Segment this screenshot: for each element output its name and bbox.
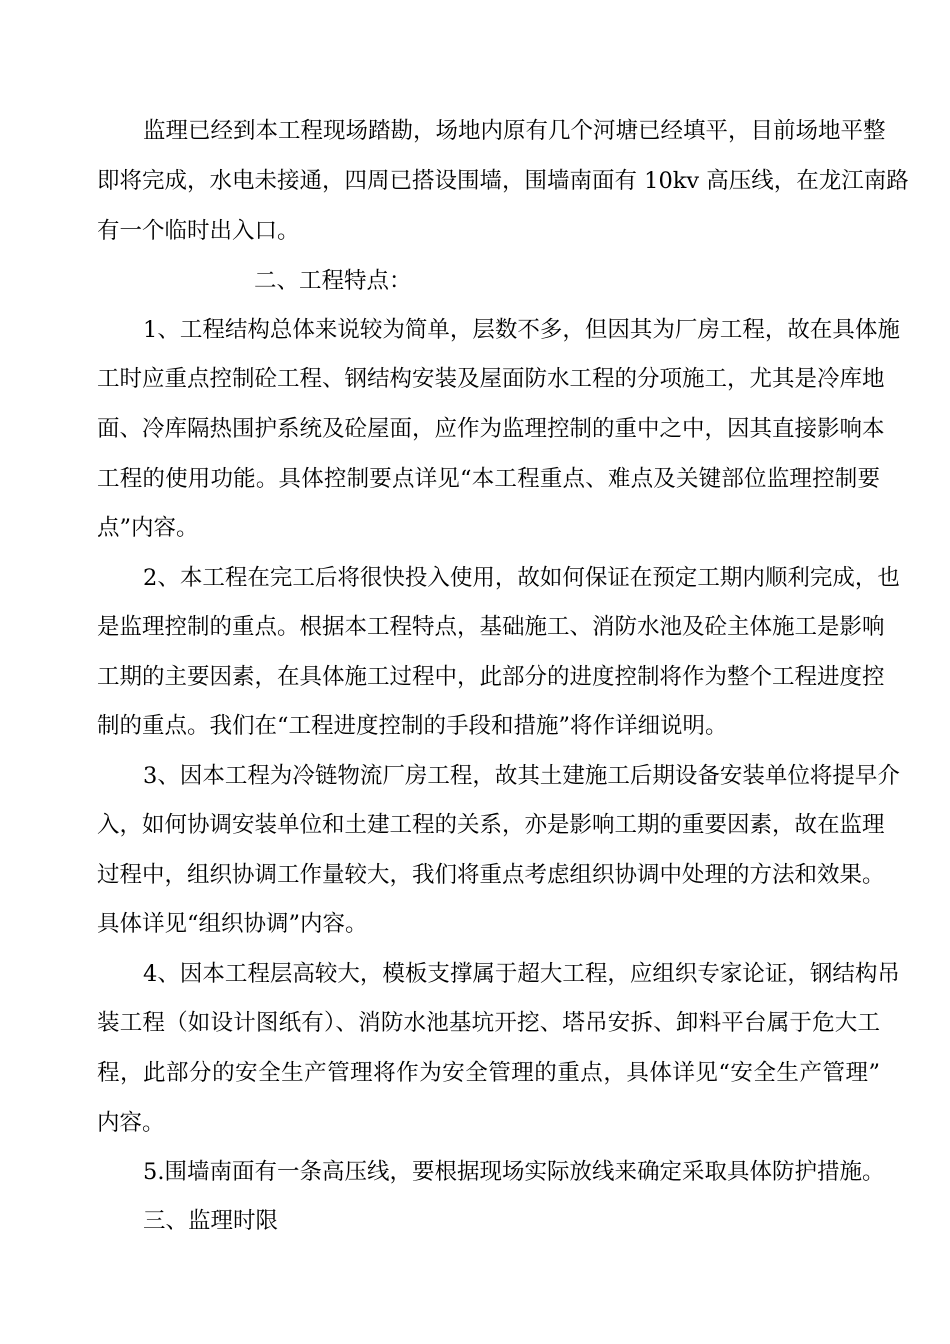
paragraph-line: 具体详见“组织协调”内容。 [97, 911, 368, 937]
paragraph-line: 有一个临时出入口。 [97, 218, 300, 244]
paragraph-line: 装工程（如设计图纸有）、消防水池基坑开挖、塔吊安拆、卸料平台属于危大工 [97, 1010, 880, 1036]
paragraph-line: 工时应重点控制砼工程、钢结构安装及屋面防水工程的分项施工，尤其是冷库地 [97, 366, 885, 392]
paragraph-line: 1、工程结构总体来说较为简单，层数不多，但因其为厂房工程，故在具体施 [143, 317, 900, 343]
paragraph-line: 工程的使用功能。具体控制要点详见“本工程重点、难点及关键部位监理控制要 [97, 466, 880, 492]
paragraph-line: 是监理控制的重点。根据本工程特点，基础施工、消防水池及砼主体施工是影响 [97, 614, 885, 640]
paragraph-line: 面、冷库隔热围护系统及砼屋面，应作为监理控制的重中之中，因其直接影响本 [97, 416, 885, 442]
paragraph-line: 程，此部分的安全生产管理将作为安全管理的重点，具体详见“安全生产管理” [97, 1060, 880, 1086]
paragraph-line: 4、因本工程层高较大，模板支撑属于超大工程，应组织专家论证，钢结构吊 [143, 961, 900, 987]
section-heading: 三、监理时限 [143, 1208, 279, 1234]
paragraph-line: 点”内容。 [97, 515, 199, 541]
paragraph-line: 工期的主要因素，在具体施工过程中，此部分的进度控制将作为整个工程进度控 [97, 664, 885, 690]
paragraph-line: 内容。 [97, 1110, 165, 1136]
paragraph-line: 监理已经到本工程现场踏勘，场地内原有几个河塘已经填平，目前场地平整 [143, 118, 886, 144]
paragraph-line: 2、本工程在完工后将很快投入使用，故如何保证在预定工期内顺利完成，也 [143, 565, 900, 591]
paragraph-line: 入，如何协调安装单位和土建工程的关系，亦是影响工期的重要因素，故在监理 [97, 812, 885, 838]
paragraph-line: 3、因本工程为冷链物流厂房工程，故其土建施工后期设备安装单位将提早介 [143, 763, 900, 789]
paragraph-line: 即将完成，水电未接通，四周已搭设围墙，围墙南面有 10kv 高压线，在龙江南路 [97, 168, 909, 194]
paragraph-line: 过程中，组织协调工作量较大，我们将重点考虑组织协调中处理的方法和效果。 [97, 862, 885, 888]
section-heading: 二、工程特点： [254, 268, 412, 294]
paragraph-line: 制的重点。我们在“工程进度控制的手段和措施”将作详细说明。 [97, 713, 728, 739]
paragraph-line: 5.围墙南面有一条高压线，要根据现场实际放线来确定采取具体防护措施。 [143, 1159, 885, 1185]
